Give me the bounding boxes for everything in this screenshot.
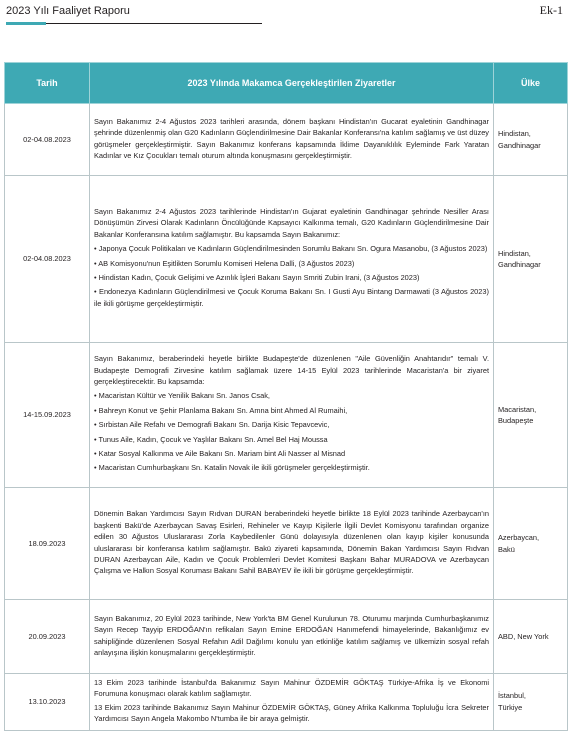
visit-date: 14-15.09.2023	[5, 343, 90, 488]
country-line: Gandhinagar	[498, 140, 541, 150]
visit-country	[494, 674, 568, 731]
country-line: Hindistan,	[498, 129, 531, 139]
meeting-list-item: • Hindistan Kadın, Çocuk Gelişimi ve Azınlık İşleri Bakanı Sayın Smriti Zubin Irani, (3 Ağustos 2023)	[94, 272, 489, 283]
visit-date: 13.10.2023	[5, 674, 90, 731]
visit-country	[494, 176, 568, 343]
visit-paragraph: Dönemin Bakan Yardımcısı Sayın Rıdvan DURAN beraberindeki heyetle birlikte 18 Eylül 2023 tarihinde Azerbaycan'ın başkenti Bakü'de Azerbaycan Savaş Esirleri, Rehineler ve Kayıp Kişilerle İlgili Devlet Komisyonu tarafından organize edilen 30 Ağustos Uluslararası Zorla Kaybedilenler Günü dolayısıyla düzenlenen olan kayıp kişiler konusunda uluslararası bir konferansa katılım sağlamıştır. Bakü ziyareti kapsamında, Dönemin Bakan Yardımcısı Sayın Rıdvan DURAN Azerbaycan Aile, Kadın ve Çocuk Problemleri Devlet Komitesi Başkanı Bahar MURADOVA ve Azerbaycan Çalışma ve Halkın Sosyal Koruması Bakanı Sahil BABAYEV ile ikili bir görüşme gerçekleştirmiştir.	[94, 509, 489, 576]
meeting-list-item: • Bahreyn Konut ve Şehir Planlama Bakanı Sn. Amna bint Ahmed Al Rumaihi,	[94, 405, 489, 416]
visits-table	[4, 62, 568, 731]
visit-description	[90, 488, 494, 600]
meeting-list-item: • Endonezya Kadınların Güçlendirilmesi ve Çocuk Koruma Bakanı Sn. I Gusti Ayu Bintang Darmawati (3 Ağustos 2023) ile ikili görüşme gerçekleştirmiştir.	[94, 286, 489, 309]
visit-paragraph: Sayın Bakanımız 2-4 Ağustos 2023 tarihlerinde Hindistan'ın Gujarat eyaletinin Gandhinagar şehrinde Nesiller Arası Dönüşümün Zirvesi Olarak Kadınların Öncülüğünde Kapsayıcı Kalkınma temalı, G20 Kadınların Güçlendirilmesine Dair Bakanlar Konferansına katılım sağlamıştır. Bu kapsamda Sayın Bakanımız:	[94, 206, 489, 239]
table-row	[5, 104, 568, 176]
column-header-date: Tarih	[5, 63, 90, 104]
country-line: ABD, New York	[498, 631, 549, 641]
visit-paragraph: 13 Ekim 2023 tarihinde İstanbul'da Bakanımız Sayın Mahinur ÖZDEMİR GÖKTAŞ Türkiye-Afrika İş ve Ekonomi Forumuna konuşmacı olarak katılım sağlamıştır.	[94, 678, 489, 699]
table-header-row	[5, 63, 568, 104]
country-line: Gandhinagar	[498, 260, 541, 269]
country-line: İstanbul,	[498, 691, 526, 701]
visit-date: 02-04.08.2023	[5, 176, 90, 343]
annex-label: Ek-1	[539, 3, 563, 17]
visit-country	[494, 104, 568, 176]
visit-country	[494, 343, 568, 488]
visit-paragraph: 13 Ekim 2023 tarihinde Bakanımız Sayın Mahinur ÖZDEMİR GÖKTAŞ, Güney Afrika Kalkınma Topluluğu İcra Sekreter Yardımcısı Sayın Angela Makombo N'tumba ile bir araya gelmiştir.	[94, 702, 489, 724]
country-line: Bakü	[498, 544, 515, 554]
country-line: Macaristan,	[498, 404, 537, 414]
meeting-list-item: • Japonya Çocuk Politikaları ve Kadınların Güçlendirilmesinden Sorumlu Bakanı Sn. Ogura Masanobu, (3 Ağustos 2023)	[94, 243, 489, 254]
meeting-list-item: • Macaristan Kültür ve Yenilik Bakanı Sn. Janos Csak,	[94, 390, 489, 401]
meeting-list-item: • Katar Sosyal Kalkınma ve Aile Bakanı Sn. Mariam bint Ali Nasser al Misnad	[94, 448, 489, 459]
visit-paragraph: Sayın Bakanımız 2-4 Ağustos 2023 tarihleri arasında, dönem başkanı Hindistan'ın Gucarat eyaletinin Gandhinagar şehrinde düzenlenmiş olan G20 Kadınların Güçlendirilmesine Dair Bakanlar Konferansı'na katılım sağlamış ve üst düzey görüşmeler gerçekleştirmiştir. Sayın Bakanımız konferans kapsamında İklime Dayanıklılık Eyleminde Fark Yaratan Kadınlar ve Kız Çocukları temalı oturum altında konuşmasını gerçekleştirmiştir.	[94, 116, 489, 160]
table-row	[5, 674, 568, 731]
table-row	[5, 176, 568, 343]
country-line: Budapeşte	[498, 416, 534, 425]
meeting-list-item: • Tunus Aile, Kadın, Çocuk ve Yaşlılar Bakanı Sn. Amel Bel Haj Moussa	[94, 434, 489, 445]
table-row	[5, 343, 568, 488]
report-header	[6, 5, 262, 25]
table-body	[5, 104, 568, 731]
meeting-list-item: • Sırbistan Aile Refahı ve Demografi Bakanı Sn. Darija Kisic Tepavcevic,	[94, 419, 489, 430]
visit-country	[494, 600, 568, 674]
meeting-list-item: • AB Komisyonu'nun Eşitlikten Sorumlu Komiseri Helena Dalli, (3 Ağustos 2023)	[94, 258, 489, 269]
country-line: Hindistan,	[498, 248, 531, 258]
visit-description	[90, 674, 494, 731]
visit-date: 02-04.08.2023	[5, 104, 90, 176]
visit-date: 18.09.2023	[5, 488, 90, 600]
column-header-country: Ülke	[494, 63, 568, 104]
report-title: 2023 Yılı Faaliyet Raporu	[6, 5, 130, 17]
visit-description	[90, 104, 494, 176]
table-row	[5, 488, 568, 600]
visit-description	[90, 343, 494, 488]
table-row	[5, 600, 568, 674]
visit-description	[90, 176, 494, 343]
visit-description	[90, 600, 494, 674]
header-accent-bar	[6, 22, 46, 25]
visit-country	[494, 488, 568, 600]
visit-paragraph: Sayın Bakanımız, 20 Eylül 2023 tarihinde, New York'ta BM Genel Kurulunun 78. Oturumu marjında Cumhurbaşkanımız Sayın Recep Tayyip ERDOĞAN'ın refikaları Sayın Emine ERDOĞAN Hanımefendi himayelerinde, Bakanlığımız ev sahipliğinde düzenlenen Sosyal Refahın Adil Dağılımı konulu yan etkinliğe katılım sağlamış ve ülkemizin sosyal refah anlayışına ilişkin konuşmalarını gerçekleştirmiştir.	[94, 613, 489, 657]
visit-paragraph: Sayın Bakanımız, beraberindeki heyetle birlikte Budapeşte'de düzenlenen "Aile Güvenliğin Anahtarıdır" temalı V. Budapeşte Demografi Zirvesine katılım sağlamak üzere 14-15 Eylül 2023 tarihlerinde Macaristan'a bir ziyaret gerçekleştirecektir. Bu kapsamda:	[94, 354, 489, 386]
country-line: Türkiye	[498, 702, 523, 712]
column-header-visits: 2023 Yılında Makamca Gerçekleştirilen Ziyaretler	[90, 63, 494, 104]
meeting-list-item: • Macaristan Cumhurbaşkanı Sn. Katalin Novak ile ikili görüşmeler gerçekleştirmiştir.	[94, 462, 489, 473]
visit-date: 20.09.2023	[5, 600, 90, 674]
country-line: Azerbaycan,	[498, 533, 540, 543]
